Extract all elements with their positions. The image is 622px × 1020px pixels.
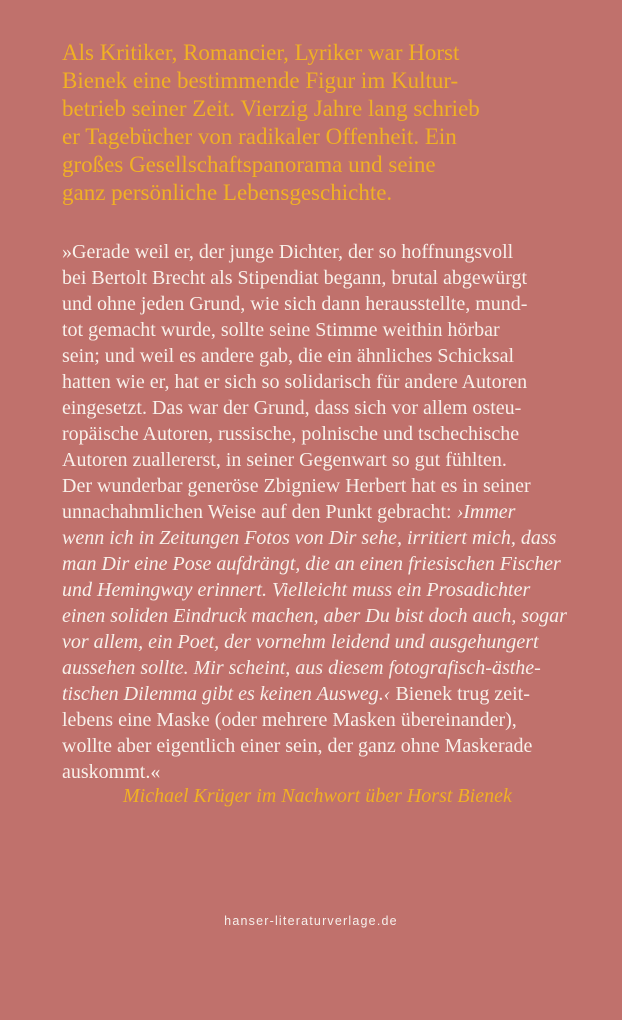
text-segment: Bienek trug zeit-: [390, 683, 530, 705]
text-line: betrieb seiner Zeit. Vierzig Jahre lang schrieb: [62, 96, 480, 121]
text-line: [62, 551, 614, 577]
text-line: [62, 733, 614, 759]
text-line: ganz persönliche Lebensgeschichte.: [62, 180, 393, 205]
text-line: großes Gesellschaftspanorama und seine: [62, 152, 436, 177]
italic-text-segment: man Dir eine Pose aufdrängt, die an einen friesischen Fischer: [62, 553, 561, 575]
text-line: [62, 603, 614, 629]
text-segment: ropäische Autoren, russische, polnische und tschechische: [62, 423, 520, 445]
text-segment: Autoren zuallererst, in seiner Gegenwart so gut fühlten.: [62, 449, 507, 471]
italic-text-segment: einen soliden Eindruck machen, aber Du bist doch auch, sogar: [62, 605, 567, 627]
text-segment: »Gerade weil er, der junge Dichter, der so hoffnungsvoll: [62, 241, 514, 263]
text-line: [62, 629, 614, 655]
text-segment: wollte aber eigentlich einer sein, der ganz ohne Maskerade: [62, 735, 533, 757]
text-segment: hatten wie er, hat er sich so solidarisch für andere Autoren: [62, 371, 528, 393]
text-line: [62, 317, 614, 343]
text-line: [62, 239, 614, 265]
text-line: [62, 681, 614, 707]
text-segment: eingesetzt. Das war der Grund, dass sich vor allem osteu-: [62, 397, 522, 419]
text-line: [62, 421, 614, 447]
text-line: [62, 265, 614, 291]
text-segment: tot gemacht wurde, sollte seine Stimme weithin hörbar: [62, 319, 500, 341]
text-segment: Der wunderbar generöse Zbigniew Herbert hat es in seiner: [62, 475, 531, 497]
text-segment: auskommt.«: [62, 761, 161, 783]
text-line: [62, 395, 614, 421]
quote-attribution: Michael Krüger im Nachwort über Horst Bienek: [123, 785, 512, 807]
text-segment: bei Bertolt Brecht als Stipendiat begann, brutal abgewürgt: [62, 267, 528, 289]
text-line: [62, 707, 614, 733]
text-line: [62, 369, 614, 395]
intro-paragraph: [62, 39, 610, 207]
italic-text-segment: vor allem, ein Poet, der vornehm leidend und ausgehungert: [62, 631, 539, 653]
text-line: [62, 577, 614, 603]
italic-text-segment: und Hemingway erinnert. Vielleicht muss ein Prosadichter: [62, 579, 531, 601]
text-segment: sein; und weil es andere gab, die ein ähnliches Schicksal: [62, 345, 515, 367]
italic-text-segment: aussehen sollte. Mir scheint, aus diesem fotografisch-ästhe-: [62, 657, 541, 679]
text-line: Als Kritiker, Romancier, Lyriker war Horst: [62, 40, 460, 65]
text-line: [62, 447, 614, 473]
text-line: Bienek eine bestimmende Figur im Kultur-: [62, 68, 459, 93]
italic-text-segment: tischen Dilemma gibt es keinen Ausweg.‹: [62, 683, 391, 705]
text-segment: und ohne jeden Grund, wie sich dann herausstellte, mund-: [62, 293, 528, 315]
text-line: [62, 291, 614, 317]
text-line: [62, 759, 614, 785]
text-line: [62, 499, 614, 525]
quote-paragraph: [62, 239, 614, 785]
italic-text-segment: wenn ich in Zeitungen Fotos von Dir sehe, irritiert mich, dass: [62, 527, 557, 549]
text-segment: unnachahmlichen Weise auf den Punkt gebracht:: [62, 501, 457, 523]
text-line: er Tagebücher von radikaler Offenheit. Ein: [62, 124, 457, 149]
italic-text-segment: ›Immer: [456, 501, 516, 523]
text-segment: lebens eine Maske (oder mehrere Masken übereinander),: [62, 709, 517, 731]
text-line: [62, 655, 614, 681]
publisher-url: hanser-literaturverlage.de: [224, 914, 398, 928]
text-line: [62, 473, 614, 499]
text-line: [62, 525, 614, 551]
text-line: [62, 343, 614, 369]
